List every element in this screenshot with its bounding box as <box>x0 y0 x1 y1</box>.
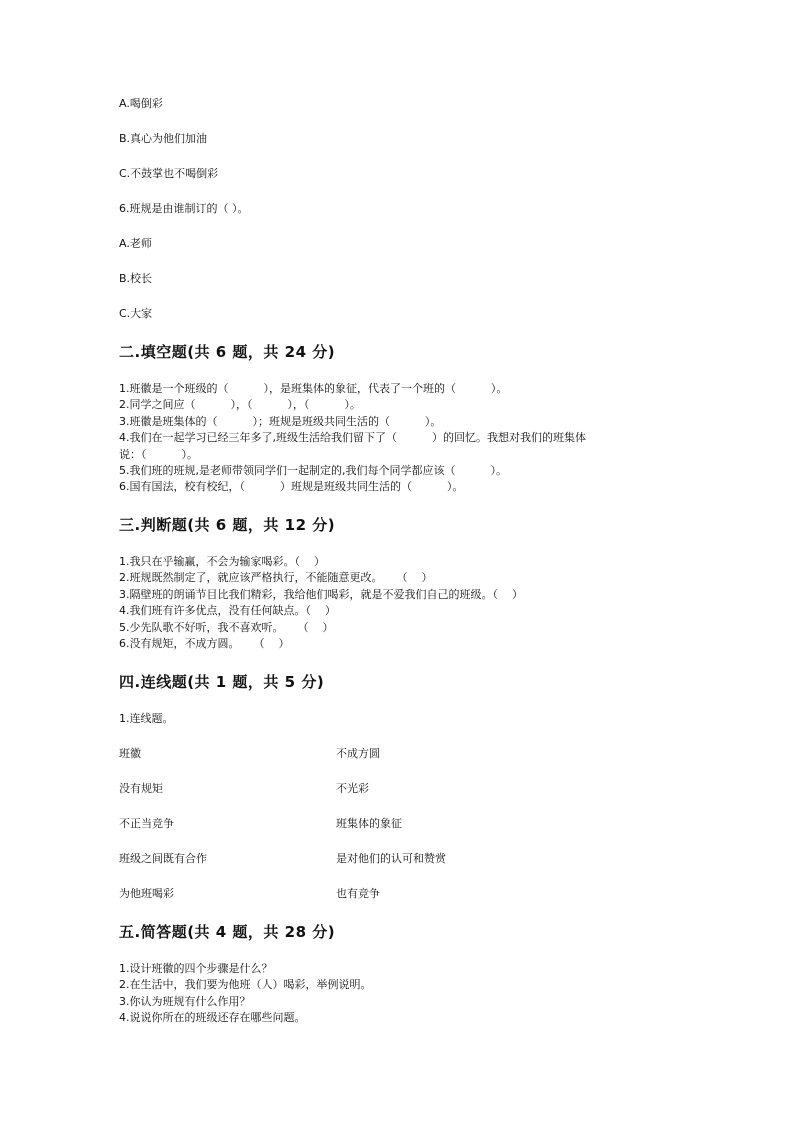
short-answer-line: 3.你认为班规有什么作用？ <box>119 994 251 1008</box>
matching-left-item: 班级之间既有合作 <box>119 852 207 865</box>
option-a: A.喝倒彩 <box>119 97 163 110</box>
true-false-line: 5.少先队歌不好听，我不喜欢听。 （ ） <box>119 620 334 634</box>
matching-stem: 1.连线题。 <box>119 712 174 725</box>
section-heading-fill-blank: 二.填空题(共 6 题，共 24 分) <box>119 343 336 361</box>
fill-blank-line: 1.班徽是一个班级的（ ），是班集体的象征，代表了一个班的（ ）。 <box>119 382 508 395</box>
option-c: C.大家 <box>119 307 153 320</box>
section-heading-short-answer: 五.简答题(共 4 题，共 28 分) <box>119 923 336 941</box>
fill-blank-line: 2.同学之间应（ ），（ ），（ ）。 <box>119 398 361 412</box>
matching-left-item: 没有规矩 <box>119 782 163 795</box>
short-answer-line: 1.设计班徽的四个步骤是什么？ <box>119 962 273 975</box>
true-false-line: 4.我们班有许多优点，没有任何缺点。（ ） <box>119 604 336 618</box>
matching-right-item: 班集体的象征 <box>336 817 402 830</box>
matching-left-item: 为他班喝彩 <box>119 887 174 900</box>
option-b: B.校长 <box>119 272 153 285</box>
matching-left-item: 不正当竞争 <box>119 817 174 830</box>
question-6-stem: 6.班规是由谁制订的（ ）。 <box>119 202 249 215</box>
true-false-line: 6.没有规矩，不成方圆。 （ ） <box>119 637 290 650</box>
section-heading-true-false: 三.判断题(共 6 题，共 12 分) <box>119 516 336 534</box>
matching-right-item: 也有竞争 <box>336 887 380 900</box>
matching-right-item: 不成方圆 <box>336 747 380 760</box>
fill-blank-line: 3.班徽是班集体的（ ）；班规是班级共同生活的（ ）。 <box>119 414 442 428</box>
fill-blank-line: 4.我们在一起学习已经三年多了,班级生活给我们留下了（ ）的回忆。我想对我们的班集体 <box>119 431 586 445</box>
option-c: C.不鼓掌也不喝倒彩 <box>119 167 219 180</box>
matching-left-item: 班徽 <box>119 747 141 760</box>
short-answer-line: 4.说说你所在的班级还存在哪些问题。 <box>119 1011 306 1025</box>
fill-blank-line: 6.国有国法，校有校纪，（ ）班规是班级共同生活的（ ）。 <box>119 480 464 494</box>
short-answer-line: 2.在生活中，我们要为他班（人）喝彩，举例说明。 <box>119 978 372 992</box>
matching-right-item: 不光彩 <box>336 782 369 795</box>
matching-right-item: 是对他们的认可和赞赏 <box>336 852 446 865</box>
true-false-line: 3.隔壁班的朗诵节目比我们精彩，我给他们喝彩，就是不爱我们自己的班级。（ ） <box>119 587 523 601</box>
option-a: A.老师 <box>119 237 152 250</box>
true-false-line: 2.班规既然制定了，就应该严格执行，不能随意更改。 （ ） <box>119 571 433 585</box>
fill-blank-line: 5.我们班的班规,是老师带领同学们一起制定的,我们每个同学都应该（ ）。 <box>119 464 507 477</box>
fill-blank-line: 说：（ ）。 <box>119 447 198 461</box>
true-false-line: 1.我只在乎输赢，不会为输家喝彩。（ ） <box>119 555 325 568</box>
option-b: B.真心为他们加油 <box>119 132 208 145</box>
section-heading-matching: 四.连线题(共 1 题，共 5 分) <box>119 673 325 691</box>
